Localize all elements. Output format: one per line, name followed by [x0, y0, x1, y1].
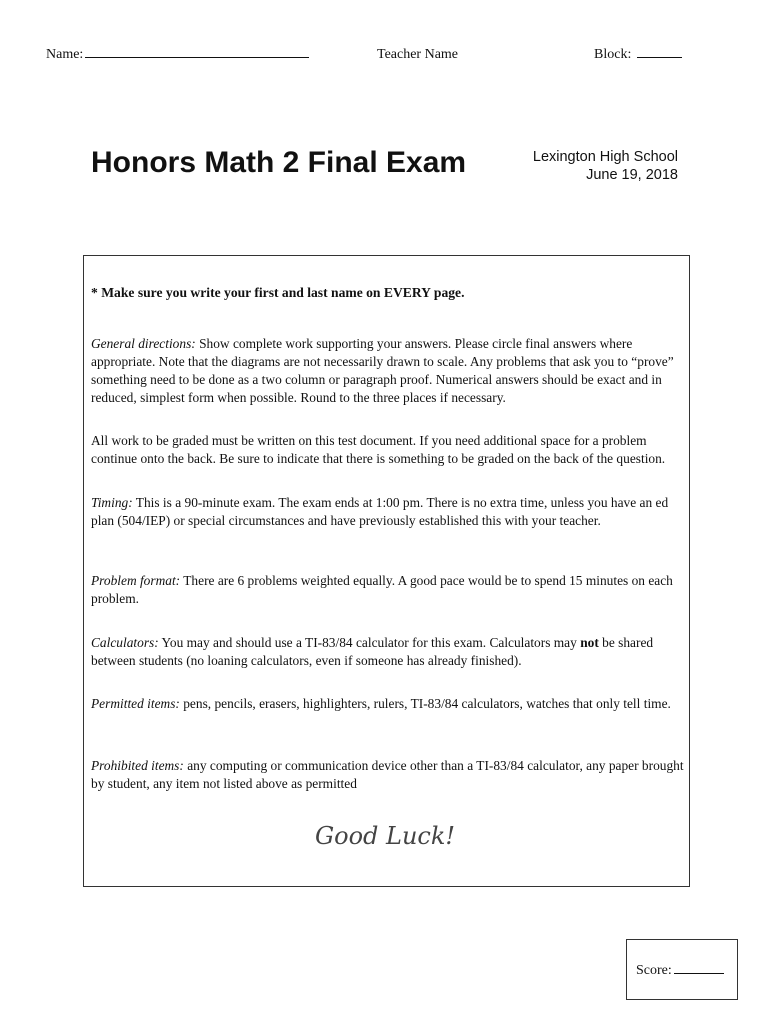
name-label: Name:	[46, 47, 84, 62]
problem-format-text: There are 6 problems weighted equally. A good pace would be to spend 15 minutes on each problem.	[91, 573, 673, 606]
timing-label: Timing:	[91, 495, 133, 510]
name-blank-line[interactable]	[85, 56, 309, 58]
score-field[interactable]	[636, 963, 724, 979]
school-info	[533, 148, 678, 184]
calculators-emphasis: not	[580, 635, 599, 650]
timing	[91, 494, 687, 530]
name-reminder: * Make sure you write your first and last name on EVERY page.	[91, 285, 465, 300]
permitted-items-text: pens, pencils, erasers, highlighters, rulers, TI-83/84 calculators, watches that only tell time.	[179, 696, 671, 711]
score-blank-line[interactable]	[674, 972, 724, 974]
exam-date: June 19, 2018	[586, 167, 678, 183]
prohibited-items-text: any computing or communication device other than a TI-83/84 calculator, any paper brought by student, any item not listed above as permitted	[91, 758, 684, 791]
good-luck-message: Good Luck!	[314, 822, 456, 850]
prohibited-items	[91, 757, 687, 793]
calculators	[91, 634, 687, 670]
block-label: Block:	[594, 47, 632, 62]
graded-work-note: All work to be graded must be written on this test document. If you need additional space for a problem continue onto the back. Be sure to indicate that there is something to be graded on the back of the question.	[91, 433, 666, 466]
problem-format	[91, 572, 687, 608]
problem-format-label: Problem format:	[91, 573, 181, 588]
timing-text: This is a 90-minute exam. The exam ends at 1:00 pm. There is no extra time, unless you have an ed plan (504/IEP) or special circumstances and have previously established this with your teacher.	[91, 495, 669, 528]
name-field[interactable]	[46, 47, 309, 63]
school-name: Lexington High School	[532, 149, 678, 165]
permitted-items	[91, 695, 687, 713]
general-directions-text: Show complete work supporting your answers. Please circle final answers where appropriate. Note that the diagrams are not necessarily drawn to scale. Any problems that ask you to “prove” something need to be done as a two column or paragraph proof. Numerical answers should be exact and in reduced, simplest form when possible. Round to the three places if necessary.	[91, 336, 674, 405]
page-title: Honors Math 2 Final Exam	[91, 146, 467, 179]
block-field[interactable]	[594, 47, 682, 63]
general-directions-label: General directions:	[91, 336, 196, 351]
prohibited-items-label: Prohibited items:	[91, 758, 184, 773]
permitted-items-label: Permitted items:	[91, 696, 180, 711]
teacher-name-label: Teacher Name	[377, 47, 459, 62]
block-blank-line[interactable]	[637, 56, 682, 58]
calculators-text-before: You may and should use a TI-83/84 calculator for this exam. Calculators may	[158, 635, 581, 650]
score-label: Score:	[636, 963, 672, 978]
calculators-text-after: be shared between students (no loaning calculators, even if someone has already finished).	[91, 635, 654, 668]
calculators-label: Calculators:	[91, 635, 159, 650]
general-directions	[91, 335, 687, 407]
